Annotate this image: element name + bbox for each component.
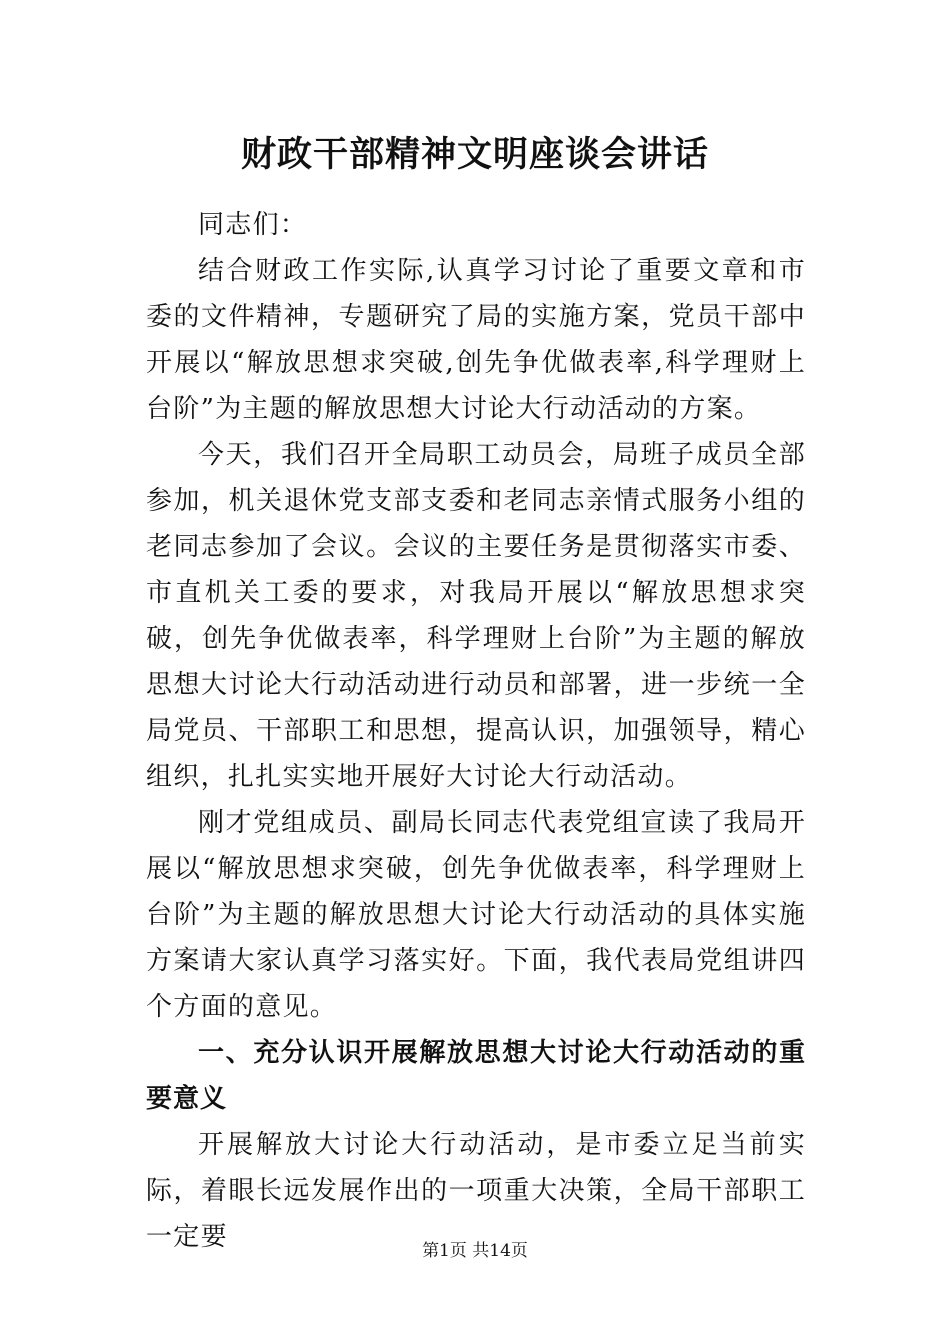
- paragraph-2: 今天，我们召开全局职工动员会，局班子成员全部参加，机关退休党支部支委和老同志亲情式服务小组的老同志参加了会议。会议的主要任务是贯彻落实市委、市直机关工委的要求，对我局开展以“解放思想求突破，创先争优做表率，科学理财上台阶”为主题的解放思想大讨论大行动活动进行动员和部署，进一步统一全局党员、干部职工和思想，提高认识，加强领导，精心组织，扎扎实实地开展好大讨论大行动活动。: [146, 440, 806, 792]
- document-body: [146, 202, 806, 1260]
- salutation: 同志们：: [198, 210, 308, 240]
- paragraph-3: 刚才党组成员、副局长同志代表党组宣读了我局开展以“解放思想求突破，创先争优做表率，科学理财上台阶”为主题的解放思想大讨论大行动活动的具体实施方案请大家认真学习落实好。下面，我代表局党组讲四个方面的意见。: [146, 808, 806, 1022]
- paragraph-4: 开展解放大讨论大行动活动，是市委立足当前实际，着眼长远发展作出的一项重大决策，全局干部职工一定要: [146, 1130, 806, 1252]
- paragraph-1: 结合财政工作实际,认真学习讨论了重要文章和市委的文件精神，专题研究了局的实施方案，党员干部中开展以“解放思想求突破,创先争优做表率,科学理财上台阶”为主题的解放思想大讨论大行动活动的方案。: [146, 256, 806, 424]
- document-title: 财政干部精神文明座谈会讲话: [240, 134, 709, 175]
- section-heading-1: 一、充分认识开展解放思想大讨论大行动活动的重要意义: [146, 1038, 806, 1114]
- page-number-footer: 第1页 共14页: [422, 1241, 528, 1261]
